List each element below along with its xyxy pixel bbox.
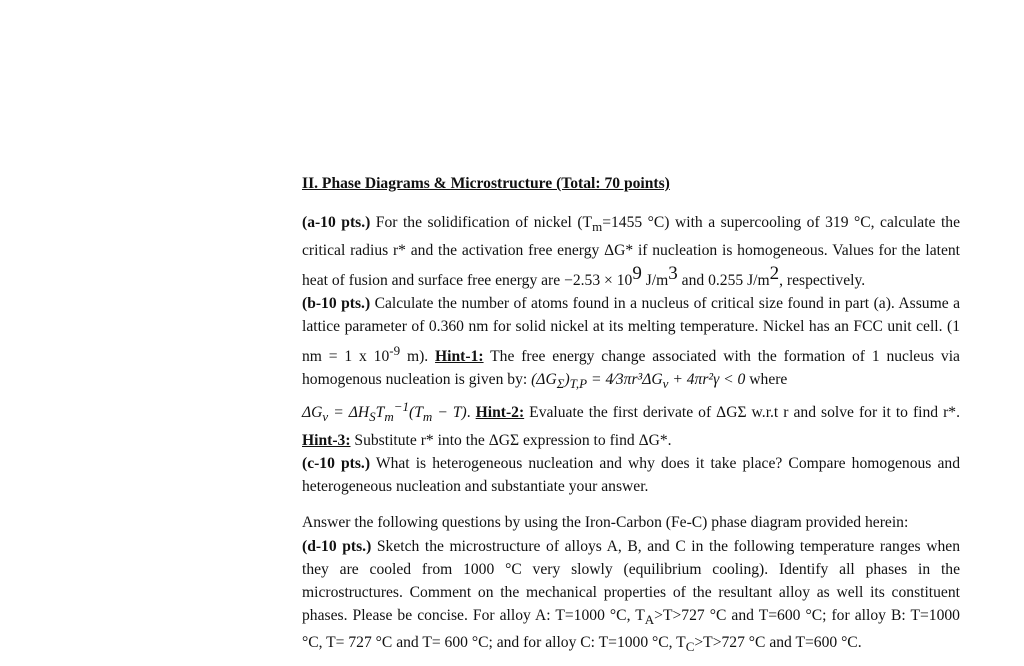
part-a-paragraph: (a-10 pts.) For the solidification of nickel ($T_m=1455$ °C) with a supercooling of 319 °C, calculate the critical radius r* and the activation free energy ΔG* if nucleation is homogeneous. Values for the latent heat of fusion and surface free energy are $-2.53 \times 10^9$ $J/m^3$ and 0.255 $J/m^2$, respectively. — [302, 214, 960, 289]
part-c-paragraph: (c-10 pts.) What is heterogeneous nucleation and why does it take place? Compare homogenous and heterogeneous nucleation and substantiate your answer. — [302, 454, 960, 496]
hint-1-label: Hint-1: — [435, 347, 484, 365]
intro-paragraph: Answer the following questions by using the Iron-Carbon (Fe-C) phase diagram provided herein: — [302, 514, 909, 532]
delta-gv-formula: $\Delta G_v = \Delta H_ST_m^{-1}(T_m - T)$ — [302, 399, 467, 425]
document-content — [302, 172, 960, 659]
section-title: II. Phase Diagrams & Microstructure (Total: 70 points) — [302, 175, 670, 192]
hint-3-label: Hint-3: — [302, 431, 351, 449]
part-b-label: (b-10 pts.) — [302, 295, 371, 313]
hint-2-label: Hint-2: — [475, 404, 525, 422]
part-d-paragraph: (d-10 pts.) Sketch the microstructure of alloys A, B, and C in the following temperature ranges when they are cooled from 1000 °C very slowly (equilibrium cooling). Identify all phases in the microstructures. Comment on the mechanical properties of the resultant alloy as well its constituent phases. Please be concise. For alloy A: T=1000 °C, $T_A>T>727$ °C and T=600 °C; for alloy B: T=1000 °C, T= 727 °C and T= 600 °C; and for alloy C: T=1000 °C, $T_C>T>727$ °C and T=600 °C. — [302, 537, 960, 655]
part-d-label: (d-10 pts.) — [302, 537, 372, 555]
part-a-label: (a-10 pts.) — [302, 214, 371, 232]
part-c-label: (c-10 pts.) — [302, 454, 371, 472]
part-b-paragraph: (b-10 pts.) Calculate the number of atoms found in a nucleus of critical size found in part (a). Assume a lattice parameter of 0.360 nm for solid nickel at its melting temperature. Nickel has an FCC unit cell. (1 nm = 1 x $10^{-9}$ m). Hint-1: The free energy change associated with the formation of 1 nucleus via homogenous nucleation is given by: $(\Delta G_\Sigma)_{T,P}$ = $4⁄3\pi r^3\Delta G_v + 4\pi r^2\gamma < 0$ where $\Delta G_v = \Delta H_ST_m^{-1}(T_m - T)$. Hint-2: Evaluate the first derivate of ΔGΣ w.r.t r and solve for it to find r*. Hint-3: Substitute r* into the ΔGΣ expression to find ΔG*. — [302, 295, 961, 449]
free-energy-formula: $(\Delta G_\Sigma)_{T,P}$ = $4⁄3\pi r^3\Delta G_v + 4\pi r^2\gamma < 0$ — [531, 370, 746, 392]
paragraph-gap — [302, 498, 960, 511]
